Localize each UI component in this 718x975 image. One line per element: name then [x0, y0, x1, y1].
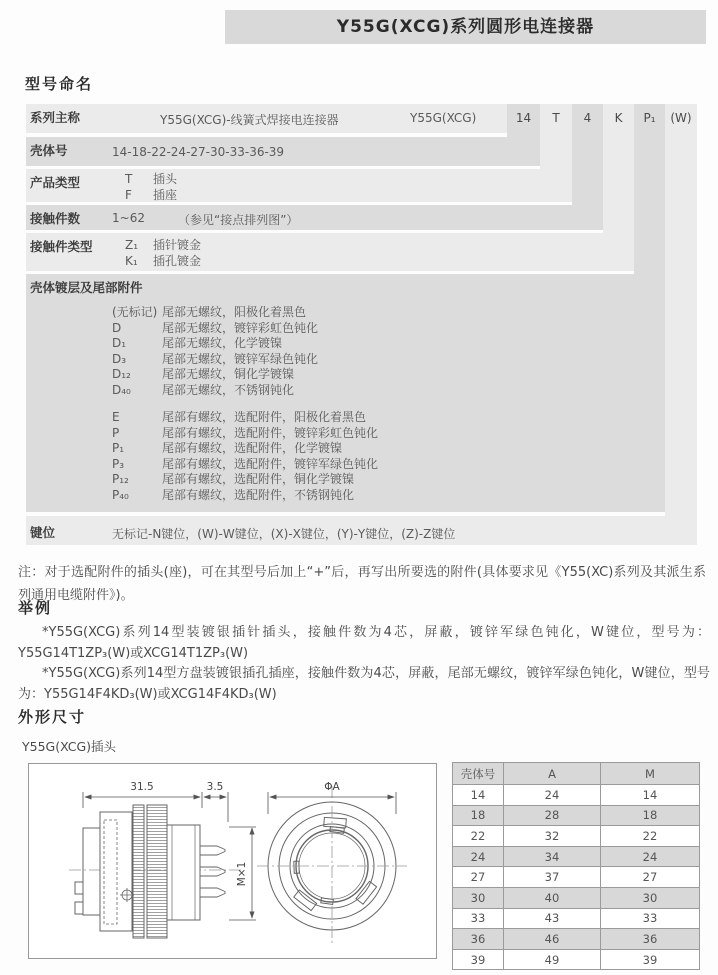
cell: 30 [453, 887, 504, 908]
plating-code: D₁ [112, 336, 127, 350]
plating-desc: 尾部有螺纹，选配附件，化学镀镍 [162, 441, 343, 455]
row-contact-count [26, 205, 603, 230]
example-1: *Y55G(XCG)系列14型装镀银插针插头，接触件数为4芯，屏蔽，镀锌军绿色钝化，W键位，型号为：Y55G14T1ZP₃(W)或XCG14T1ZP₃(W) [18, 625, 710, 661]
plating-code: D₃ [112, 351, 127, 366]
plating-group-no-thread [112, 305, 318, 398]
option-name: 插针镀金 [153, 238, 202, 252]
code-keying: (W) [670, 111, 692, 125]
row-plating-label: 壳体镀层及尾部附件 [30, 280, 143, 295]
table-header-row [453, 763, 700, 785]
plating-code: P₃ [112, 456, 125, 471]
cell: 36 [453, 929, 504, 950]
cell: 22 [453, 826, 504, 847]
row-keying-label: 键位 [30, 525, 56, 540]
plating-code: P₁₂ [112, 472, 129, 486]
plating-desc: 尾部无螺纹，不锈钢钝化 [162, 382, 295, 397]
side-view [69, 805, 241, 938]
plating-code: E [112, 410, 120, 424]
row-series-label: 系列主称 [30, 110, 81, 125]
cell: 14 [601, 785, 700, 806]
row-product-type-label: 产品类型 [30, 175, 81, 190]
cell: 39 [601, 949, 700, 970]
code-contact: K [614, 111, 623, 125]
dim-label-diameter: ΦA [324, 781, 340, 793]
table-row [453, 949, 700, 970]
option-code: T [125, 172, 133, 186]
page-title: Y55G(XCG)系列圆形电连接器 [225, 10, 706, 44]
plating-item [112, 336, 318, 352]
plating-item [112, 321, 318, 337]
plating-code: P₁ [112, 441, 125, 455]
contact-count-note: （参见“接点排列图”） [178, 213, 299, 227]
table-row [453, 785, 700, 806]
row-contact-count-label: 接触件数 [30, 211, 81, 226]
front-view [257, 786, 407, 946]
code-type: T [552, 111, 560, 125]
plating-desc: 尾部有螺纹，选配附件，阳极化着黑色 [162, 410, 367, 424]
table-row [453, 826, 700, 847]
option-code: F [125, 188, 132, 202]
cell: 34 [504, 846, 601, 867]
cell: 28 [504, 805, 601, 826]
cell: 39 [453, 949, 504, 970]
cell: 27 [453, 867, 504, 888]
row-contact-type-label: 接触件类型 [30, 239, 93, 254]
plating-code: D [112, 320, 122, 335]
dim-label-total-length: 31.5 [130, 781, 154, 793]
dimension-table [452, 762, 700, 970]
cell: 24 [601, 846, 700, 867]
row-contact-type [26, 233, 634, 271]
cell: 37 [504, 867, 601, 888]
cell: 18 [601, 805, 700, 826]
dim-label-thread: M×1 [236, 861, 248, 887]
section-heading-examples: 举例 [18, 599, 53, 617]
connector-drawing [29, 764, 436, 958]
code-band-keying [665, 104, 697, 516]
contact-count-value: 1~62 [112, 211, 145, 225]
cell: 22 [601, 826, 700, 847]
table-row [453, 929, 700, 950]
option-name: 插座 [153, 188, 178, 202]
section-heading-naming: 型号命名 [25, 75, 94, 93]
dim-label-tail-length: 3.5 [206, 781, 224, 793]
col-header-a: A [504, 763, 601, 785]
product-type-option [125, 171, 177, 187]
cell: 14 [453, 785, 504, 806]
plating-item [112, 441, 378, 457]
plating-code: P₄₀ [112, 487, 129, 502]
plating-desc: 尾部无螺纹，镀锌军绿色钝化 [162, 351, 319, 366]
cell: 49 [504, 949, 601, 970]
code-count: 4 [583, 111, 592, 125]
outline-subtitle: Y55G(XCG)插头 [22, 739, 117, 754]
connector-drawing-box [28, 763, 437, 959]
plating-desc: 尾部有螺纹，选配附件，镀锌军绿色钝化 [162, 456, 379, 471]
plating-desc: 尾部无螺纹，镀锌彩虹色钝化 [162, 320, 319, 335]
row-product-type [26, 169, 572, 202]
cell: 27 [601, 867, 700, 888]
col-header-shell: 壳体号 [453, 763, 504, 785]
model-naming-table [26, 104, 697, 546]
product-type-option [125, 187, 177, 203]
plating-item [112, 426, 378, 442]
row-series [26, 104, 507, 133]
plating-desc: 尾部无螺纹，阳极化着黑色 [162, 305, 307, 319]
table-row [453, 867, 700, 888]
cell: 40 [504, 887, 601, 908]
option-code: K₁ [125, 254, 138, 268]
plating-code: D₁₂ [112, 367, 131, 381]
table-row [453, 805, 700, 826]
row-shell-value: 14-18-22-24-27-30-33-36-39 [112, 145, 285, 159]
plating-desc: 尾部无螺纹，铜化学镀镍 [162, 367, 295, 381]
table-row [453, 908, 700, 929]
plating-item [112, 457, 378, 473]
cell: 18 [453, 805, 504, 826]
row-shell [26, 137, 540, 166]
plating-desc: 尾部无螺纹，化学镀镍 [162, 336, 283, 350]
code-shell: 14 [515, 111, 532, 125]
plating-desc: 尾部有螺纹，选配附件，铜化学镀镍 [162, 472, 355, 486]
cell: 46 [504, 929, 601, 950]
code-plating: P₁ [643, 111, 656, 125]
example-2: *Y55G(XCG)系列14型方盘装镀银插孔插座，接触件数为4芯，屏蔽，尾部无螺纹，镀锌军绿色钝化，W键位，型号为：Y55G14F4KD₃(W)或XCG14F4KD₃(W) [18, 666, 710, 702]
row-shell-label: 壳体号 [30, 143, 68, 158]
cell: 33 [601, 908, 700, 929]
plating-item [112, 472, 378, 488]
cell: 24 [453, 846, 504, 867]
cell: 33 [453, 908, 504, 929]
plating-item [112, 305, 318, 321]
contact-type-option [125, 253, 201, 269]
plating-desc: 尾部有螺纹，选配附件，镀锌彩虹色钝化 [162, 425, 379, 440]
cell: 24 [504, 785, 601, 806]
contact-type-option [125, 237, 201, 253]
cell: 32 [504, 826, 601, 847]
table-row [453, 887, 700, 908]
cell: 30 [601, 887, 700, 908]
section-heading-dimensions: 外形尺寸 [18, 708, 87, 726]
plating-item [112, 488, 378, 504]
plating-code: D₄₀ [112, 382, 131, 397]
row-series-brand: Y55G(XCG) [410, 111, 477, 125]
plating-item [112, 367, 318, 383]
option-name: 插孔镀金 [153, 254, 202, 268]
table-row [453, 846, 700, 867]
option-name: 插头 [153, 172, 178, 186]
row-keying [26, 516, 697, 545]
cell: 36 [601, 929, 700, 950]
row-plating [26, 274, 665, 512]
plating-item [112, 383, 318, 399]
plating-group-threaded [112, 410, 378, 503]
plating-code: P [112, 425, 120, 440]
col-header-m: M [601, 763, 700, 785]
keying-value: 无标记-N键位，(W)-W键位，(X)-X键位，(Y)-Y键位，(Z)-Z键位 [112, 527, 456, 541]
option-code: Z₁ [125, 238, 139, 252]
row-series-desc: Y55G(XCG)-线簧式焊接电连接器 [160, 113, 339, 127]
plating-item [112, 352, 318, 368]
plating-code: (无标记) [112, 305, 158, 319]
plating-item [112, 410, 378, 426]
plating-desc: 尾部有螺纹，选配附件，不锈钢钝化 [162, 487, 355, 502]
note-paragraph: 注：对于选配附件的插头(座)，可在其型号后加上“+”后，再写出所要选的附件(具体要求见《Y55(XC)系列及其派生系列通用电缆附件》)。 [18, 565, 706, 603]
cell: 43 [504, 908, 601, 929]
